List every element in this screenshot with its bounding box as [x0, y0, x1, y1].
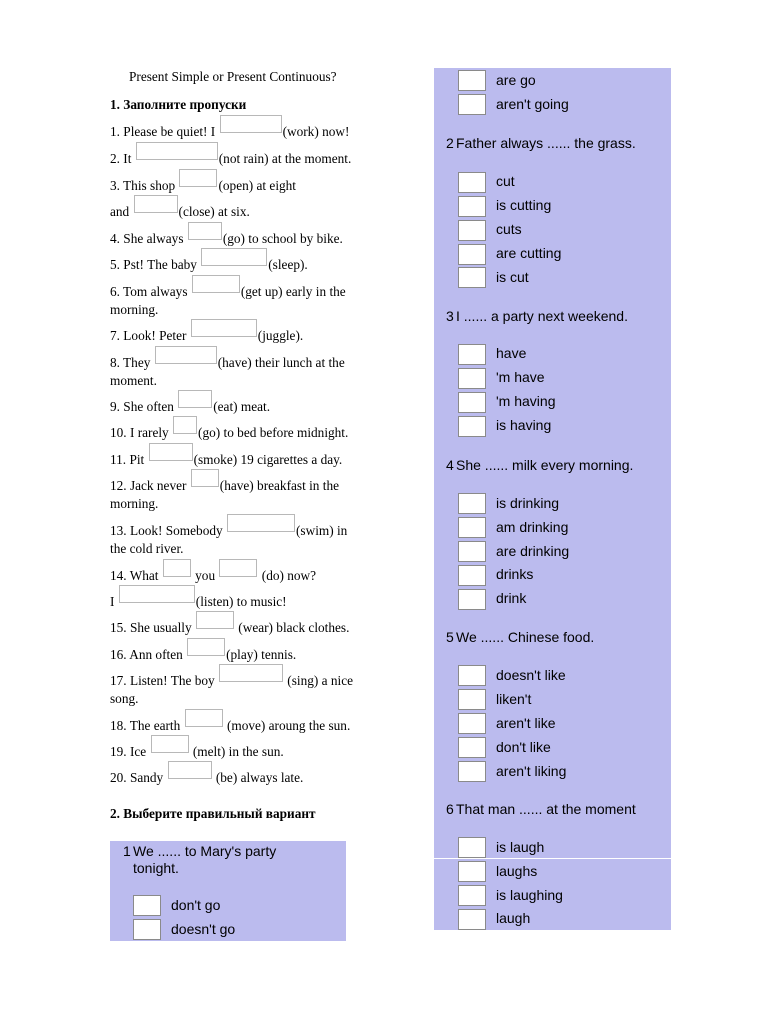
- fill-item-18: 18. The earth (move) aroung the sun.: [110, 717, 350, 735]
- fill-item-14: 14. What you (do) now?: [110, 567, 316, 585]
- option-checkbox[interactable]: [458, 541, 486, 562]
- option-label: doesn't like: [496, 667, 566, 683]
- answer-field-15[interactable]: [196, 611, 234, 629]
- answer-field-4[interactable]: [188, 222, 222, 240]
- option-checkbox[interactable]: [458, 70, 486, 91]
- fill-item-15: 15. She usually (wear) black clothes.: [110, 619, 349, 637]
- question-3-number: 3: [446, 308, 454, 324]
- answer-field-13[interactable]: [227, 514, 295, 532]
- option-label: laugh: [496, 910, 531, 926]
- option-label: are cutting: [496, 245, 562, 261]
- fill-item-9: 9. She often (eat) meat.: [110, 398, 270, 416]
- answer-field-14c[interactable]: [119, 585, 195, 603]
- option-checkbox[interactable]: [458, 517, 486, 538]
- question-4-number: 4: [446, 457, 454, 473]
- option-label: are go: [496, 72, 536, 88]
- answer-field-16[interactable]: [187, 638, 225, 656]
- question-2-number: 2: [446, 135, 454, 151]
- answer-field-5[interactable]: [201, 248, 267, 266]
- option-label: 'm have: [496, 369, 545, 385]
- answer-field-18[interactable]: [185, 709, 223, 727]
- option-label: drink: [496, 590, 527, 606]
- answer-field-14b[interactable]: [219, 559, 257, 577]
- answer-field-2[interactable]: [136, 142, 218, 160]
- option-label: is laughing: [496, 887, 563, 903]
- section2-heading: 2. Выберите правильный вариант: [110, 806, 316, 821]
- fill-item-14b: I (listen) to music!: [110, 593, 287, 611]
- question-4-text: She ...... milk every morning.: [456, 457, 634, 473]
- answer-field-11[interactable]: [149, 443, 193, 461]
- answer-field-19[interactable]: [151, 735, 189, 753]
- fill-item-7: 7. Look! Peter (juggle).: [110, 327, 303, 345]
- fill-item-12: 12. Jack never (have) breakfast in the morning.: [110, 477, 390, 513]
- question-6-number: 6: [446, 801, 454, 817]
- answer-field-7[interactable]: [191, 319, 257, 337]
- option-checkbox[interactable]: [458, 689, 486, 710]
- answer-field-8[interactable]: [155, 346, 217, 364]
- option-label: is laugh: [496, 839, 545, 855]
- option-checkbox[interactable]: [458, 493, 486, 514]
- option-checkbox[interactable]: [458, 392, 486, 413]
- answer-field-9[interactable]: [178, 390, 212, 408]
- panel-divider: [434, 858, 671, 859]
- answer-field-3b[interactable]: [134, 195, 178, 213]
- fill-item-3b: and (close) at six.: [110, 203, 250, 221]
- option-checkbox[interactable]: [458, 267, 486, 288]
- fill-item-3: 3. This shop (open) at eight: [110, 177, 296, 195]
- option-label: am drinking: [496, 519, 569, 535]
- option-label: cut: [496, 173, 515, 189]
- question-5-number: 5: [446, 629, 454, 645]
- answer-field-1[interactable]: [220, 115, 282, 133]
- question-3-text: I ...... a party next weekend.: [456, 308, 628, 324]
- option-label: don't like: [496, 739, 551, 755]
- option-label: is drinking: [496, 495, 560, 511]
- option-checkbox[interactable]: [458, 885, 486, 906]
- fill-item-16: 16. Ann often (play) tennis.: [110, 646, 296, 664]
- fill-item-1: 1. Please be quiet! I (work) now!: [110, 123, 349, 141]
- question-5-text: We ...... Chinese food.: [456, 629, 595, 645]
- fill-item-19: 19. Ice (melt) in the sun.: [110, 743, 284, 761]
- option-checkbox[interactable]: [458, 589, 486, 610]
- page-title: Present Simple or Present Continuous?: [129, 69, 337, 84]
- question-2-text: Father always ...... the grass.: [456, 135, 636, 151]
- option-checkbox[interactable]: [458, 344, 486, 365]
- option-checkbox[interactable]: [458, 196, 486, 217]
- answer-field-17[interactable]: [219, 664, 283, 682]
- question-1-number: 1: [123, 843, 131, 859]
- option-label: have: [496, 345, 527, 361]
- fill-item-10: 10. I rarely (go) to bed before midnight.: [110, 424, 348, 442]
- fill-item-11: 11. Pit (smoke) 19 cigarettes a day.: [110, 451, 342, 469]
- fill-item-17: 17. Listen! The boy (sing) a nice song.: [110, 672, 390, 708]
- option-checkbox[interactable]: [458, 94, 486, 115]
- option-checkbox[interactable]: [133, 919, 161, 940]
- option-checkbox[interactable]: [458, 565, 486, 586]
- option-checkbox[interactable]: [458, 713, 486, 734]
- fill-item-13: 13. Look! Somebody (swim) in the cold river.: [110, 522, 390, 558]
- option-label: is cut: [496, 269, 529, 285]
- answer-field-14a[interactable]: [163, 559, 191, 577]
- option-checkbox[interactable]: [458, 172, 486, 193]
- option-label: don't go: [171, 897, 221, 913]
- option-checkbox[interactable]: [458, 761, 486, 782]
- option-label: aren't like: [496, 715, 556, 731]
- answer-field-10[interactable]: [173, 416, 197, 434]
- option-checkbox[interactable]: [458, 368, 486, 389]
- fill-item-20: 20. Sandy (be) always late.: [110, 769, 303, 787]
- fill-item-4: 4. She always (go) to school by bike.: [110, 230, 343, 248]
- answer-field-12[interactable]: [191, 469, 219, 487]
- option-checkbox[interactable]: [458, 416, 486, 437]
- fill-item-2: 2. It (not rain) at the moment.: [110, 150, 351, 168]
- option-label: doesn't go: [171, 921, 236, 937]
- option-label: 'm having: [496, 393, 556, 409]
- option-checkbox[interactable]: [458, 244, 486, 265]
- option-checkbox[interactable]: [458, 220, 486, 241]
- option-label: drinks: [496, 566, 534, 582]
- option-label: are drinking: [496, 543, 570, 559]
- question-1-text-cont: tonight.: [133, 860, 179, 876]
- section1-heading: 1. Заполните пропуски: [110, 97, 247, 112]
- option-label: cuts: [496, 221, 522, 237]
- option-checkbox[interactable]: [458, 665, 486, 686]
- answer-field-20[interactable]: [168, 761, 212, 779]
- option-checkbox[interactable]: [458, 837, 486, 858]
- option-checkbox[interactable]: [458, 737, 486, 758]
- question-6-text: That man ...... at the moment: [456, 801, 636, 817]
- fill-item-6: 6. Tom always (get up) early in the morning.: [110, 283, 390, 319]
- option-label: aren't going: [496, 96, 569, 112]
- option-label: liken't: [496, 691, 532, 707]
- option-label: laughs: [496, 863, 538, 879]
- option-checkbox[interactable]: [458, 909, 486, 930]
- option-label: is cutting: [496, 197, 552, 213]
- answer-field-3a[interactable]: [179, 169, 217, 187]
- option-checkbox[interactable]: [458, 861, 486, 882]
- option-checkbox[interactable]: [133, 895, 161, 916]
- fill-item-8: 8. They (have) their lunch at the moment.: [110, 354, 390, 390]
- option-label: aren't liking: [496, 763, 567, 779]
- fill-item-5: 5. Pst! The baby (sleep).: [110, 256, 308, 274]
- question-1-text: We ...... to Mary's party: [133, 843, 277, 859]
- option-label: is having: [496, 417, 552, 433]
- answer-field-6[interactable]: [192, 275, 240, 293]
